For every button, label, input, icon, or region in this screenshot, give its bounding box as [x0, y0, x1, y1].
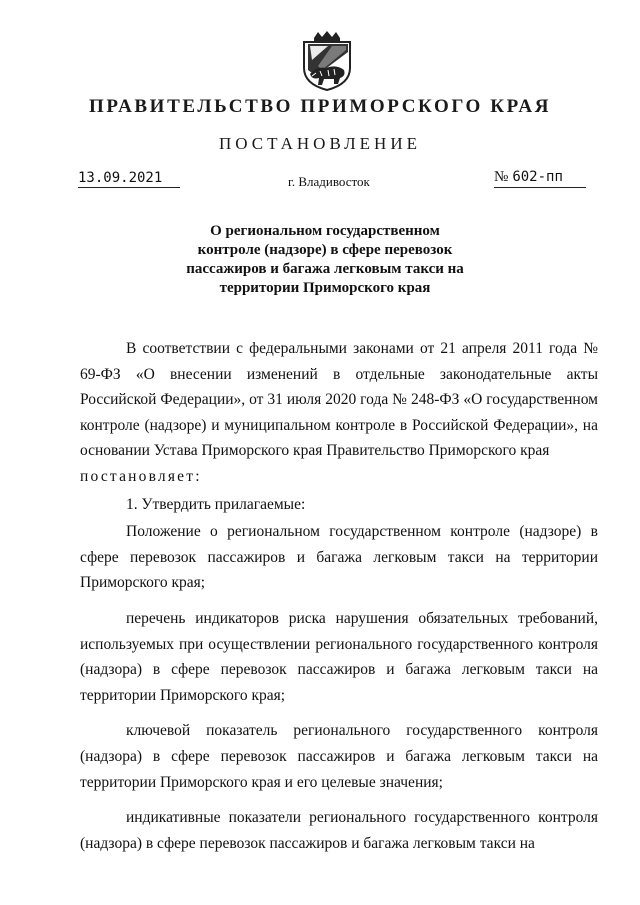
coat-of-arms-icon — [298, 30, 356, 92]
number-prefix: № — [494, 169, 509, 185]
document-number — [494, 169, 586, 188]
item-1-paragraph: 1. Утвердить прилагаемые: — [126, 495, 306, 513]
resolves-word: постановляет: — [80, 467, 202, 485]
document-heading: О региональном государственном контроле (надзоре) в сфере перевозок пассажиров и багажа легковым такси на территории Приморского края — [186, 223, 464, 296]
government-title: ПРАВИТЕЛЬСТВО ПРИМОРСКОГО КРАЯ — [88, 96, 552, 117]
approved-item-4: индикативные показатели регионального государственного контроля (надзора) в сфере перевозок пассажиров и багажа легковым такси на — [80, 809, 598, 852]
approved-item-1: Положение о региональном государственном контроле (надзоре) в сфере перевозок пассажиров и багажа легковым такси на территории Приморского края; — [80, 523, 598, 592]
number-value: 602-пп — [512, 169, 563, 185]
document-city: г. Владивосток — [288, 174, 370, 189]
document-date: 13.09.2021 — [78, 170, 180, 188]
preamble-paragraph: В соответствии с федеральными законами от 21 апреля 2011 года № 69-ФЗ «О внесении изменений в отдельные законодательные акты Российской Федерации», от 31 июля 2020 года № 248-ФЗ «О государственном контроле (надзоре) и муниципальном контроле в Российской Федерации», на основании Устава Приморского края Правительство Приморского края — [80, 340, 598, 460]
approved-item-3: ключевой показатель регионального государственного контроля (надзора) в сфере перевозок пассажиров и багажа легковым такси на территории Приморского края и его целевые значения; — [80, 722, 598, 791]
document-type: ПОСТАНОВЛЕНИЕ — [218, 134, 421, 153]
document-body — [80, 336, 598, 856]
approved-item-2: перечень индикаторов риска нарушения обязательных требований, используемых при осуществлении регионального государственного контроля (надзора) в сфере перевозок пассажиров и багажа легковым такси на территории Приморского края; — [80, 609, 598, 704]
